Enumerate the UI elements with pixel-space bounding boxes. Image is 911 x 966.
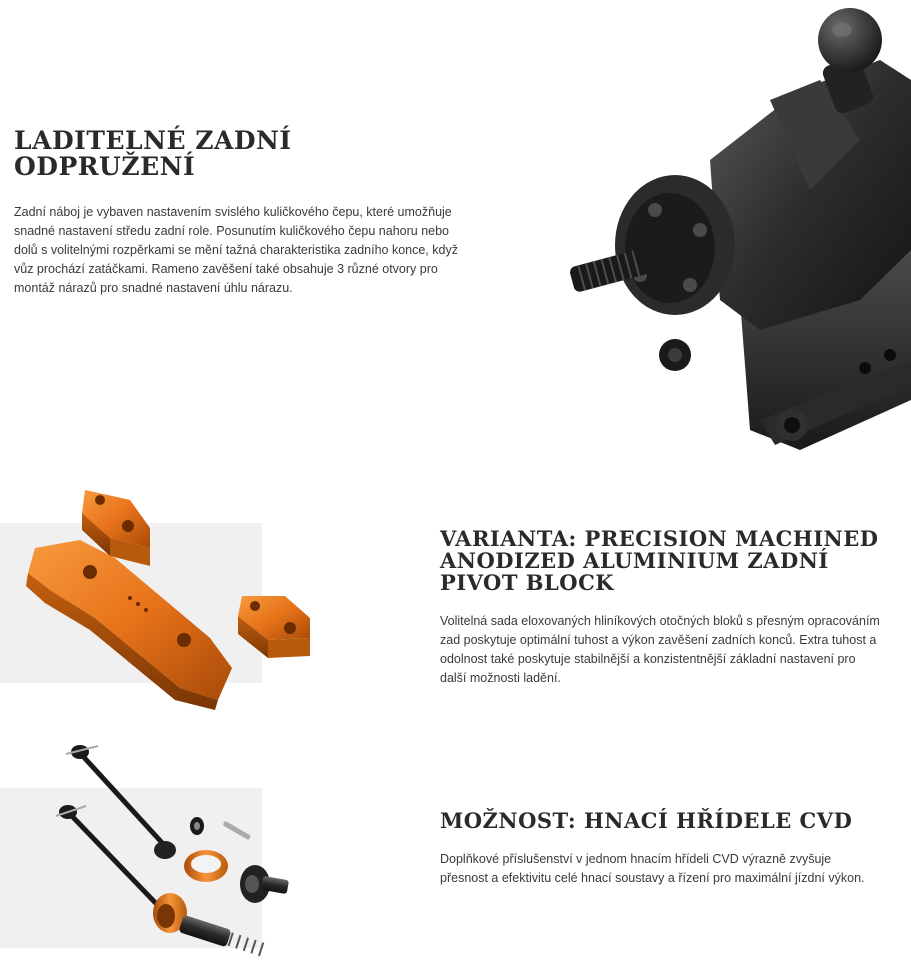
rear-hub-illustration (560, 0, 911, 460)
section-title: LADITELNÉ ZADNÍ ODPRUŽENÍ (14, 126, 292, 182)
pivot-block-photo (0, 478, 340, 713)
pivot-block-illustration (0, 478, 340, 713)
section-description: Doplňkové příslušenství v jednom hnacím hřídeli CVD výrazně zvyšuje přesnost a efektivitu celé hnací soustavy a řízení pro maximální jízdní výkon. (440, 852, 865, 886)
section-description: Zadní náboj je vybaven nastavením svislého kuličkového čepu, které umožňuje snadné nastavení středu zadní role. Posunutím kuličkového čepu nahoru nebo dolů s volitelnými rozpěrkami se mění tažná charakteristika zadního konce, když vůz prochází zatáčkami. Rameno zavěšení také obsahuje 3 různé otvory pro montáž nárazů pro snadné nastavení úhlu nárazu. (14, 204, 458, 295)
section-pivot-block (440, 528, 880, 688)
section-rear-suspension (14, 128, 464, 298)
section-description: Volitelná sada eloxovaných hliníkových otočných bloků s přesným opracováním zad poskytuje optimální tuhost a výkon zavěšení zadních konců. Extra tuhost a odolnost také poskytuje stabilnější a konzistentnější základní nastavení pro další možnosti ladění. (440, 614, 880, 685)
cvd-driveshaft-photo (0, 738, 290, 966)
rear-hub-photo (560, 0, 911, 460)
section-title: VARIANTA: PRECISION MACHINED ANODIZED ALUMINIUM ZADNÍ PIVOT BLOCK (440, 526, 879, 595)
cvd-driveshaft-illustration (0, 738, 290, 966)
section-title: MOŽNOST: HNACÍ HŘÍDELE CVD (440, 808, 853, 833)
section-cvd-driveshafts (440, 810, 880, 888)
